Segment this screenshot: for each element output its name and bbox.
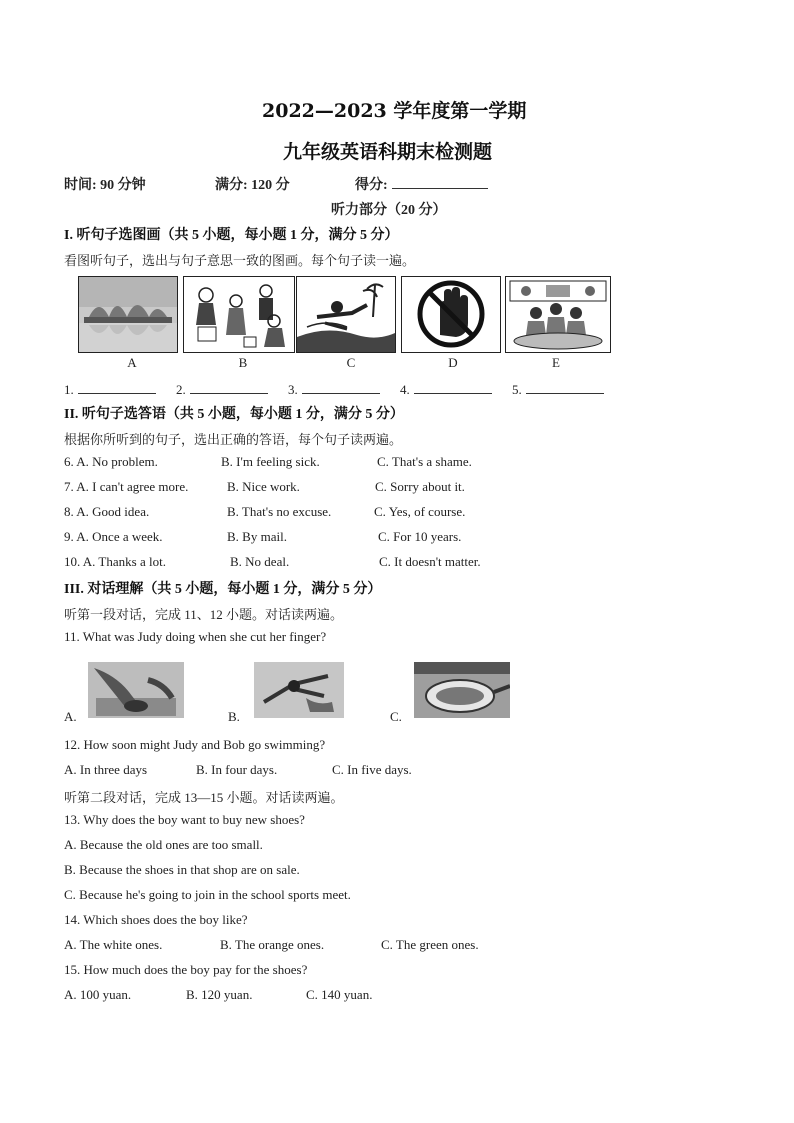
family-dinner-icon [506, 277, 610, 352]
q13-text: 13. Why does the boy want to buy new shoes? [64, 812, 305, 827]
no-hand-sign-icon [402, 277, 500, 352]
answer-blank-3[interactable]: 3. [288, 381, 380, 398]
score-label: 得分: [355, 178, 388, 193]
q15-option-c: C. 140 yuan. [306, 987, 373, 1002]
q15-option-b: B. 120 yuan. [186, 987, 253, 1002]
q12-text: 12. How soon might Judy and Bob go swimming? [64, 737, 326, 752]
answer-blank-5[interactable]: 5. [512, 381, 604, 398]
q9-option-b: B. By mail. [227, 529, 287, 544]
q8-option-a: 8. A. Good idea. [64, 504, 150, 519]
q12-option-c: C. In five days. [332, 762, 412, 777]
section-1-heading: I. 听句子选图画（共 5 小题，每小题 1 分，满分 5 分） [64, 228, 399, 243]
picture-c-label: C [346, 355, 356, 370]
answer-blank-2[interactable]: 2. [176, 381, 268, 398]
picture-a-label: A [127, 355, 137, 370]
q14-option-c: C. The green ones. [381, 937, 479, 952]
score-field [355, 174, 488, 194]
q6-option-a: 6. A. No problem. [64, 454, 158, 469]
q9-option-a: 9. A. Once a week. [64, 529, 163, 544]
q14-option-a: A. The white ones. [64, 937, 163, 952]
picture-b [183, 276, 295, 353]
q10-option-c: C. It doesn't matter. [379, 554, 481, 569]
section-3-heading: III. 对话理解（共 5 小题，每小题 1 分，满分 5 分） [64, 582, 382, 597]
answer-blank-1[interactable]: 1. [64, 381, 156, 398]
section-1-instruction: 看图听句子，选出与句子意思一致的图画。每个句子读一遍。 [64, 253, 416, 268]
q8-option-b: B. That's no excuse. [227, 504, 332, 519]
picture-d [401, 276, 501, 353]
section-2-heading: II. 听句子选答语（共 5 小题，每小题 1 分，满分 5 分） [64, 407, 404, 422]
q15-text: 15. How much does the boy pay for the shoes? [64, 962, 308, 977]
listening-part-title: 听力部分（20 分） [331, 203, 447, 218]
title-line-1: 2022—2023 学年度第一学期 [262, 100, 527, 122]
q14-text: 14. Which shoes does the boy like? [64, 912, 248, 927]
title-line-2: 九年级英语科期末检测题 [283, 141, 493, 163]
q6-option-c: C. That's a shame. [377, 454, 472, 469]
picture-d-label: D [448, 355, 458, 370]
opera-house-icon [79, 277, 177, 352]
section-3-instruction-1: 听第一段对话，完成 11、12 小题。对话读两遍。 [64, 607, 344, 622]
q12-option-b: B. In four days. [196, 762, 278, 777]
q8-option-c: C. Yes, of course. [374, 504, 466, 519]
full-score: 满分: 120 分 [215, 178, 290, 193]
scissors-cutting-icon [254, 662, 344, 718]
picture-a [78, 276, 178, 353]
cooking-pan-icon [414, 662, 510, 718]
picture-c [296, 276, 396, 353]
q7-option-c: C. Sorry about it. [375, 479, 465, 494]
q13-option-b: B. Because the shoes in that shop are on sale. [64, 862, 300, 877]
exam-time: 时间: 90 分钟 [64, 178, 146, 193]
q12-option-a: A. In three days [64, 762, 148, 777]
q13-option-c: C. Because he's going to join in the school sports meet. [64, 887, 351, 902]
q9-option-c: C. For 10 years. [378, 529, 462, 544]
q14-option-b: B. The orange ones. [220, 937, 325, 952]
picture-b-label: B [238, 355, 248, 370]
people-market-icon [184, 277, 294, 352]
q10-option-b: B. No deal. [230, 554, 290, 569]
q11-option-a-label: A. [64, 709, 77, 724]
q13-option-a: A. Because the old ones are too small. [64, 837, 263, 852]
section-3-instruction-2: 听第二段对话，完成 13—15 小题。对话读两遍。 [64, 790, 344, 805]
picture-e [505, 276, 611, 353]
cutting-vegetables-icon [88, 662, 184, 718]
q11-option-c-photo [414, 662, 510, 718]
q15-option-a: A. 100 yuan. [64, 987, 132, 1002]
q11-option-b-photo [254, 662, 344, 718]
score-blank[interactable] [392, 176, 488, 189]
picture-e-label: E [552, 355, 560, 370]
section-2-instruction: 根据你所听到的句子，选出正确的答语，每个句子读两遍。 [64, 432, 403, 447]
q10-option-a: 10. A. Thanks a lot. [64, 554, 166, 569]
q11-option-b-label: B. [228, 709, 240, 724]
q11-option-a-photo [88, 662, 184, 718]
q7-option-a: 7. A. I can't agree more. [64, 479, 189, 494]
answer-blank-4[interactable]: 4. [400, 381, 492, 398]
q6-option-b: B. I'm feeling sick. [221, 454, 320, 469]
boy-diving-beach-icon [297, 277, 395, 352]
q11-option-c-label: C. [390, 709, 402, 724]
q7-option-b: B. Nice work. [227, 479, 300, 494]
q11-text: 11. What was Judy doing when she cut her finger? [64, 629, 327, 644]
